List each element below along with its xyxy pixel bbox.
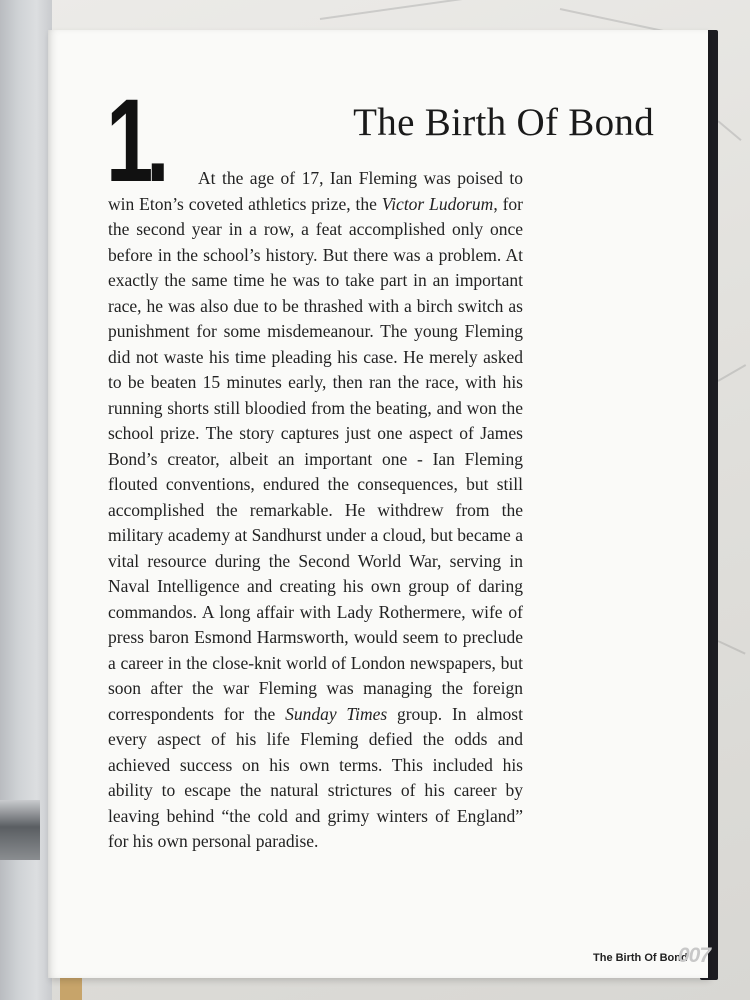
chapter-number: 1.: [106, 75, 163, 207]
body-text-segment: group. In almost every aspect of his life Fleming defied the odds and achieved success on his own terms. This included his ability to escape the natural strictures of his career by leaving behind “the cold and grimy winters of England” for his own personal paradise.: [108, 703, 523, 851]
007-logo: 007: [678, 944, 711, 967]
chapter-title: The Birth Of Bond: [353, 101, 654, 144]
marble-vein: [718, 364, 747, 382]
marble-vein: [320, 0, 479, 20]
book-page: [48, 30, 711, 978]
marble-vein: [717, 120, 741, 141]
body-text-italic-segment: Victor Ludorum: [381, 193, 494, 214]
body-text-segment: , for the second year in a row, a feat accomplished only once before in the school’s history. But there was a problem. At exactly the same time he was to take part in an important race, he was also due to be thrashed with a birch switch as punishment for some misdemeanour. The young Fleming did not waste his time pleading his case. He merely asked to be beaten 15 minutes early, then ran the race, with his running shorts still bloodied from the beating, and won the school prize. The story captures just one aspect of James Bond’s creator, albeit an important one - Ian Fleming flouted conventions, endured the consequences, but still accomplished the remarkable. He withdrew from the military academy at Sandhurst under a cloud, but became a vital resource during the Second World War, serving in Naval Intelligence and creating his own group of daring commandos. A long affair with Lady Rothermere, wife of press baron Esmond Harmsworth, would seem to preclude a career in the close-knit world of London newspapers, but soon after the war Fleming was managing the foreign correspondents for the: [108, 193, 524, 724]
ribbon-bookmark: [60, 975, 82, 1000]
body-text-segment: At the age of 17, Ian Fleming was poised to win Eton’s coveted athletics prize, the: [108, 168, 523, 214]
body-text-italic-segment: Sunday Times: [285, 703, 388, 724]
running-footer-title: The Birth Of Bond: [593, 952, 688, 964]
left-page-photo-detail: [0, 800, 40, 860]
chapter-body-text: [108, 166, 523, 855]
left-facing-page: [0, 0, 52, 1000]
marble-vein: [718, 640, 746, 654]
